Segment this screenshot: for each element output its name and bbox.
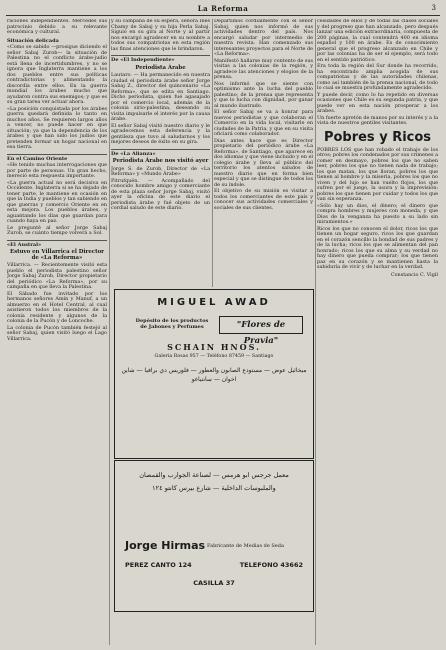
ad-casilla: CASILLA 37 — [193, 579, 235, 587]
paragraph: La colonia de Pucón también festejó al señor Sabaj, quien visitó luego el Lago Villarrica. — [7, 324, 107, 342]
paragraph: Ricos los que no conocen el dolor, ricos los que tienen un hogar seguro, ricos los que guardan en el corazón sencillo la bondad de sus padres y de la lucha; ricos los que se alimentan del pan honrado; ricos los que su alma y su verdad no hay dinero que pueda comprar; los que tienen paz en su corazón y se mantienen hasta la sabiduría de vivir y de luchar en la verdad. — [317, 225, 438, 270]
paragraph: El Sábado fue invitado por los hermanos señores Amín y Manuf, a un almuerzo en el Hotel Central, al cual asistieron todos los miembros de la colonia residente y algunos de la colonia de la Pucón y de Loncoche. — [7, 290, 107, 324]
ad-description — [131, 318, 213, 330]
brand-box: "Flores de Pravia" — [219, 316, 303, 334]
column-3 — [214, 19, 313, 287]
paragraph: cesidades de ellos y de todas las clases sociales y del progreso que han alcanzado, pero después lanzar una edición extraordinaria, compuesta de 200 páginas, la cual contendrá 400 en idioma español y 100 en árabe. Es de conocimiento general que el progreso alcanzado en Chile y por las colonias ha de ser el ejemplo, será todo en el sentido patriótico. — [317, 19, 438, 63]
paragraph: Pitrufquén. — Acompañado del conocido hombre amigo y comerciante de esta plaza señor Jorge Sabaj, visitó ayer la oficina de este diario el periodista árabe y fué objeto de un cordial saludo de este diario. — [111, 177, 210, 211]
page-header — [6, 4, 440, 15]
column-4 — [317, 19, 438, 645]
paragraph: El señor Sabaj visitó nuestro diario y le agradecemos esta deferencia y la gentileza que tuvo al saludarnos y los mejores deseos de éxito en su gira. — [111, 122, 210, 145]
paragraph: «Sólo hay un dios, el dinero; el dinero que compra hombres y mujeres con moneda, y que Dios de la venganza ha puesto a su lado sin miramientos.» — [317, 202, 438, 225]
header-rule — [6, 15, 440, 16]
advertiser-name: Jorge Hirmas — [125, 539, 206, 552]
paragraph: Departimos cordialmente con el señor Sabaj, quien nos informó de sus actividades dentro del país. Nos encargó saludar por intermedio de nuestra revista. Han comenzado sus interesantes proyectos para el Norte de «La Reforma». — [214, 19, 313, 57]
section-heading: «El Austral» — [7, 240, 107, 249]
paragraph: «La posición conquistada por los árabes guerra quedará definida lo tanto en muchos años. Se requieren largos años a vencer, no puede hacer en que situación; ya que la dependencia de los árabes y que han sido los judíos que pretenden formar un hogar nacional en esa tierra. — [7, 105, 107, 150]
paragraph: Manifestó hallarse muy contento de sus visitas a las colonias de la región, y agradece las atenciones y elogios de la prensa. — [214, 57, 313, 80]
ad-phone: TELEFONO 43662 — [239, 561, 303, 569]
paragraph: «La guerra actual no será decisiva en Occidente. Inglaterra si se ha dejado de tener parte, le mantiene en ocasión en que la India y pueblos y tan sabiendo en que guerras y comercio Oriente en en esta mejora. Los pueblos árabes, y aguantando los días que guardan para cuando haya en paz. — [7, 179, 107, 224]
column-2 — [111, 19, 210, 287]
article-headline: Estuvo en Villarrica el Director de «La Reforma» — [9, 249, 105, 261]
ad-line: de Jabones y Perfumes — [140, 324, 204, 330]
ad-address: Galería Rosas 957 — Teléfono 87459 — Santiago — [154, 354, 274, 359]
section-heading: De «La Alianza» — [111, 149, 210, 158]
paragraph: POBRES LOS que han robado el trabajo de los otros; pobres los condenados por sus crímenes a comer en desmayo, pobres los que no saben leer, pobres los que no tienen nada de trabajo; los que matan, los que lloran, pobres los que tienen al hombre y la miseria, pobres los que no viven y del lujo se han vuelto flojos, los que sufren por el juego, la usura y la imprevisión: pobres los que tienen por cuidar y todos los que van sin esperanza. — [317, 146, 438, 202]
column-divider — [109, 19, 110, 645]
arabic-ad-text: معمل جرجس ابو هرمس — لصناعة الجوارب والقمصان والملبوسات الداخلية — شارع بيرس كانتو ١٢٤ — [139, 471, 289, 492]
article-headline: Periodista Árabe nos visitó ayer — [112, 158, 209, 164]
paragraph: Nos informó que se siente con optimismo ante la lucha del pueblo palestino; de la prensa que representa y que lo lucha con dignidad, por ganar al mundo ilustrado. — [214, 80, 313, 109]
section-heading: De «El Independiente» — [111, 55, 210, 64]
ad-line: Depósito de los productos — [135, 318, 209, 324]
page-number: 3 — [431, 4, 436, 12]
paragraph: Un fuerte apretón de manos por su interés y a la vista de nuestros gentiles visitantes. — [317, 114, 438, 126]
paragraph: Y puede decir, como lo ha repetido en diversas ocasiones que Chile es su segunda patria, y que puede ver en esta nación prosperar a los árabes. — [317, 91, 438, 114]
ad-address: PEREZ CANTO 124 — [125, 561, 192, 569]
advertisement-miguel-awad — [114, 289, 314, 459]
paragraph: Era toda la región del Sur donde ha recorrido, ha encontrado amplia acogida de sus compatriotas y de las autoridades chilenas, como así también de la prensa nacional, de todo lo cual se muestra profundamente agradecido. — [317, 63, 438, 91]
paragraph: «He tenido muchas interrogaciones que por parte de personas. Un gran hecho, mereció esta respuesta importante. — [7, 162, 107, 179]
advertiser-name: MIGUEL AWAD — [157, 297, 271, 308]
paragraph: Días antes hace que es Director propietario del periódico árabe «La Reforma», de Santiago, que aparece en dos idiomas y que viene incluido y en el colegio árabe y lleva al público del territorio los atentos saludos de nuestro diario que en forma bien especial y que se distingue de todos los de su índole. — [214, 137, 313, 188]
column-1 — [7, 19, 107, 645]
author-signature: Constancio C. Vigil — [390, 271, 438, 278]
paragraph: Lautaro. — Ha permanecido en nuestra ciudad el periodista árabe señor Jorge Sabaj Z., director del quincenario «La Reforma», que se edita en Santiago. Dicho periodista, quien fué agasajado por el comercio local, además de la colonia sirio-palestina, deseando su visita impulsarle el interés por la causa árabe. — [111, 72, 210, 122]
ad-tagline: Fabricante de Medias de Seda — [207, 543, 284, 549]
column-divider — [315, 19, 316, 645]
arabic-ad-text: ميخائيل عوض — مستودع الصابون والعطور — فلوريس دي برافيا — شاين اخوان — سانتياغو — [121, 367, 307, 383]
paragraph: y su campaña de su espera, señora Inés Chamy de Sabaj y su hija Perla Sabaj. Siguió en su gira al Norte y al partir nos encargó agradecer en su nombre a todos sus compatriotas en esta región las finas atenciones que le brindaron. — [111, 19, 210, 52]
paragraph: Jorge S. de Zurob, Director de «La Reforma» y «Mundo Árabe» — [111, 165, 210, 177]
article-title: Pobres y Ricos — [323, 129, 432, 145]
paragraph: El señor Sabaj se va a honrar para nuevos periodistas y que colaboran el Comercio en la vida local, visitarle en ciudades de la Patria, y que en su visita oficiará como colaborador. — [214, 109, 313, 137]
article-headline: Periodista Árabe — [135, 64, 186, 71]
paragraph: Villarrica. — Recientemente visitó esta pueblo el periodista palestino señor Jorge Sabaj Zurob, Director propietario del periódico «La Reforma», por su campaña en que lleva la Palestina. — [7, 262, 107, 290]
section-heading: Situación delicada — [7, 37, 59, 44]
company-name: SCHAIN HNOS. — [167, 342, 261, 352]
paragraph: El objetivo de su misión es visitar a todos los comerciantes de este país y conocer sus actividades comerciales y sociales de sus clientes. — [214, 188, 313, 211]
paragraph: raciones independientes. Mercedes sus patrocinio debido a su relevante económica y cultural. — [7, 19, 107, 35]
paragraph: «Como se sabido —prosigue diciendo el señor Sabaj Zurob— la situación de Palestina no el conflicto árabe-judío está llena de incertidumbres, y no se ignora que Inglaterra mantiene a los dos pueblos entre sus políticas contradictorias y alimentando la discordia entre ellos. En la guerra mundial los árabes mucho que ayudaron contra sus enemigos; y que es su gran tarea ver actuar ahora. — [7, 44, 107, 105]
advertisement-jorge-hirmas — [114, 460, 314, 612]
column-divider — [212, 19, 213, 287]
paragraph: Le pregunté al señor Jorge Sabaj Zurob, se cuánto tiempo volverá a Sol. — [7, 224, 107, 236]
publication-title: La Reforma — [197, 4, 249, 13]
section-heading: En el Camino Oriente — [7, 154, 107, 163]
